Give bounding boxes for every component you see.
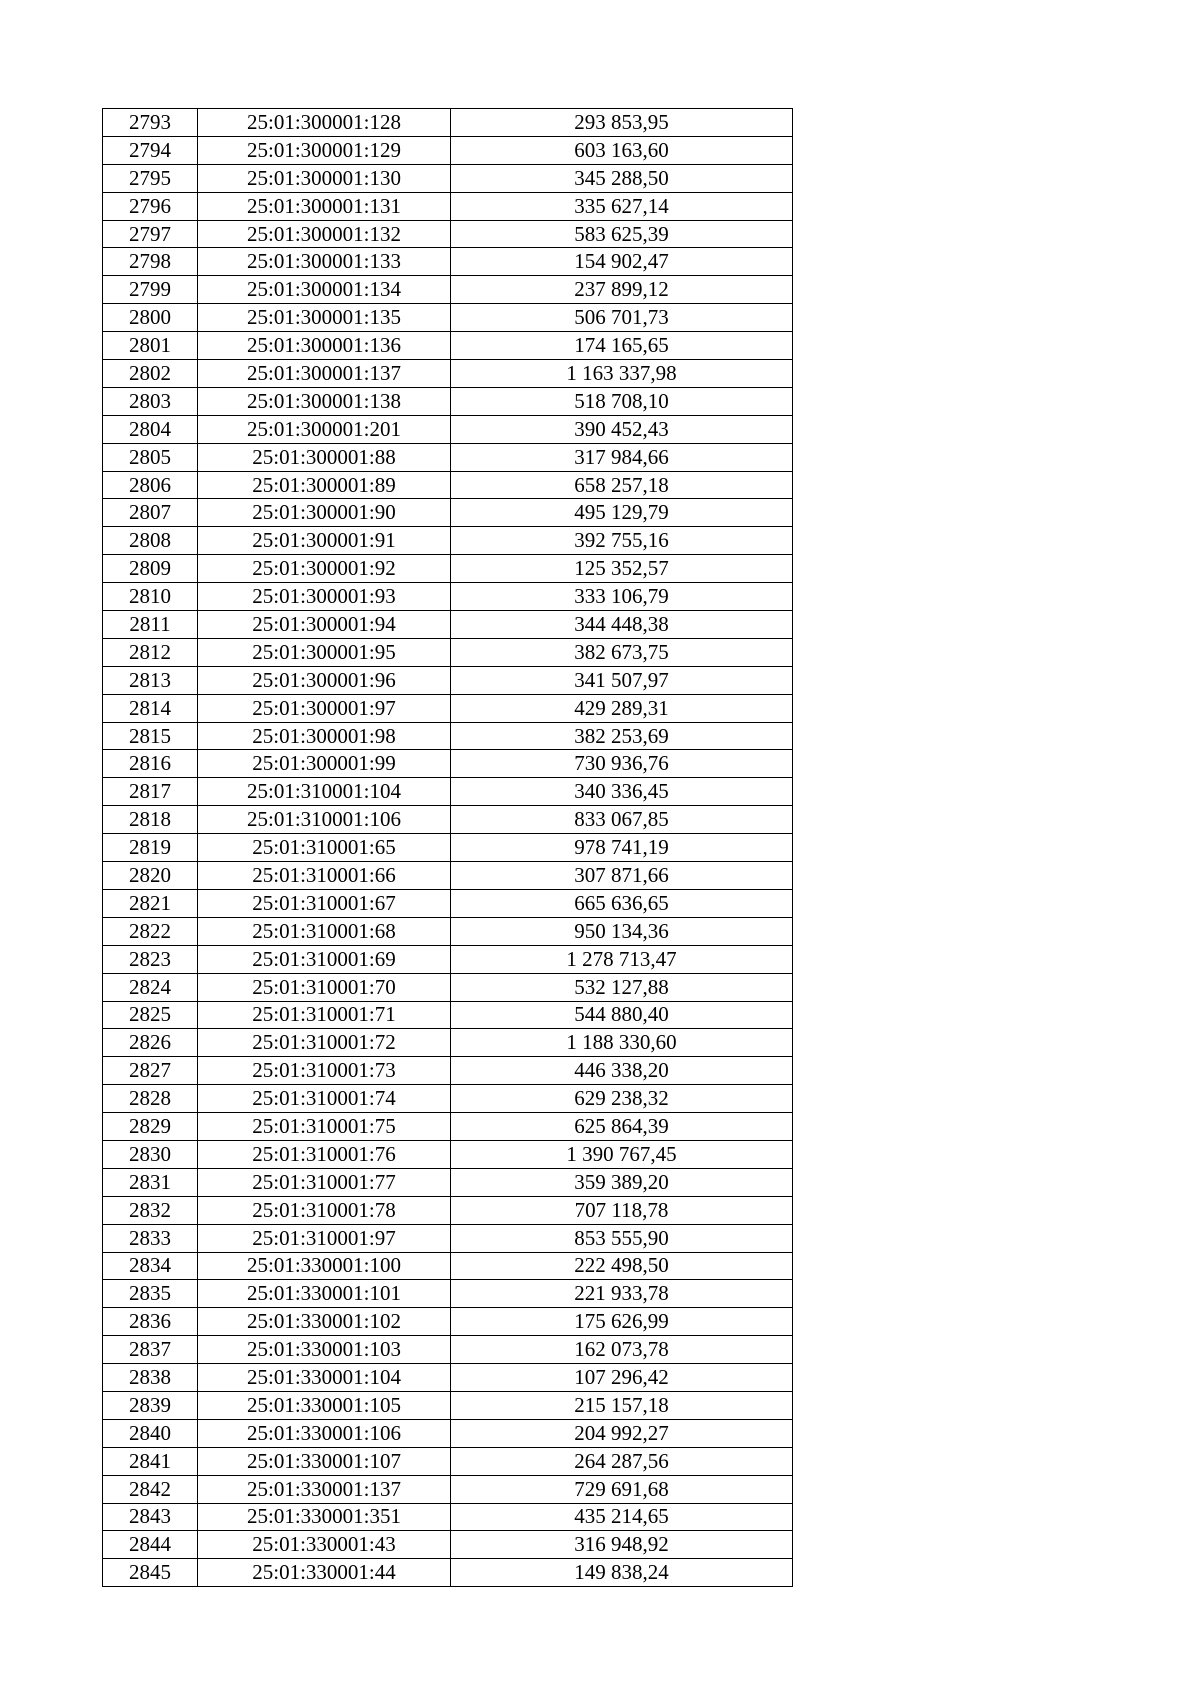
value-cell: 344 448,38 — [451, 611, 793, 639]
table-body — [103, 109, 793, 1587]
table-row — [103, 1168, 793, 1196]
cadastral-number-cell: 25:01:310001:76 — [198, 1140, 451, 1168]
row-number-cell: 2836 — [103, 1308, 198, 1336]
cadastral-number-cell: 25:01:300001:134 — [198, 276, 451, 304]
row-number-cell: 2819 — [103, 834, 198, 862]
value-cell: 335 627,14 — [451, 192, 793, 220]
value-cell: 435 214,65 — [451, 1503, 793, 1531]
table-row — [103, 1113, 793, 1141]
row-number-cell: 2808 — [103, 527, 198, 555]
table-row — [103, 164, 793, 192]
table-row — [103, 471, 793, 499]
table-row — [103, 1280, 793, 1308]
value-cell: 221 933,78 — [451, 1280, 793, 1308]
value-cell: 1 278 713,47 — [451, 945, 793, 973]
cadastral-number-cell: 25:01:310001:75 — [198, 1113, 451, 1141]
row-number-cell: 2800 — [103, 304, 198, 332]
value-cell: 175 626,99 — [451, 1308, 793, 1336]
row-number-cell: 2811 — [103, 611, 198, 639]
table-row — [103, 443, 793, 471]
table-row — [103, 387, 793, 415]
cadastral-number-cell: 25:01:310001:72 — [198, 1029, 451, 1057]
row-number-cell: 2822 — [103, 917, 198, 945]
cadastral-number-cell: 25:01:300001:136 — [198, 332, 451, 360]
table-row — [103, 1447, 793, 1475]
table-row — [103, 862, 793, 890]
value-cell: 950 134,36 — [451, 917, 793, 945]
table-row — [103, 1336, 793, 1364]
table-row — [103, 917, 793, 945]
cadastral-number-cell: 25:01:300001:88 — [198, 443, 451, 471]
table-row — [103, 220, 793, 248]
cadastral-number-cell: 25:01:300001:97 — [198, 694, 451, 722]
row-number-cell: 2801 — [103, 332, 198, 360]
table-row — [103, 109, 793, 137]
table-row — [103, 638, 793, 666]
value-cell: 853 555,90 — [451, 1224, 793, 1252]
table-row — [103, 945, 793, 973]
cadastral-number-cell: 25:01:300001:99 — [198, 750, 451, 778]
cadastral-number-cell: 25:01:330001:103 — [198, 1336, 451, 1364]
table-row — [103, 304, 793, 332]
value-cell: 307 871,66 — [451, 862, 793, 890]
value-cell: 707 118,78 — [451, 1196, 793, 1224]
row-number-cell: 2818 — [103, 806, 198, 834]
cadastral-number-cell: 25:01:330001:100 — [198, 1252, 451, 1280]
cadastral-number-cell: 25:01:310001:66 — [198, 862, 451, 890]
cadastral-number-cell: 25:01:310001:67 — [198, 889, 451, 917]
value-cell: 345 288,50 — [451, 164, 793, 192]
table-row — [103, 583, 793, 611]
cadastral-number-cell: 25:01:300001:91 — [198, 527, 451, 555]
row-number-cell: 2816 — [103, 750, 198, 778]
value-cell: 390 452,43 — [451, 415, 793, 443]
cadastral-number-cell: 25:01:300001:128 — [198, 109, 451, 137]
row-number-cell: 2844 — [103, 1531, 198, 1559]
value-cell: 729 691,68 — [451, 1475, 793, 1503]
value-cell: 532 127,88 — [451, 973, 793, 1001]
cadastral-number-cell: 25:01:300001:89 — [198, 471, 451, 499]
cadastral-number-cell: 25:01:300001:129 — [198, 136, 451, 164]
value-cell: 629 238,32 — [451, 1085, 793, 1113]
value-cell: 317 984,66 — [451, 443, 793, 471]
row-number-cell: 2842 — [103, 1475, 198, 1503]
table-row — [103, 750, 793, 778]
row-number-cell: 2820 — [103, 862, 198, 890]
table-row — [103, 1419, 793, 1447]
value-cell: 1 188 330,60 — [451, 1029, 793, 1057]
value-cell: 174 165,65 — [451, 332, 793, 360]
table-row — [103, 555, 793, 583]
value-cell: 495 129,79 — [451, 499, 793, 527]
table-row — [103, 973, 793, 1001]
row-number-cell: 2833 — [103, 1224, 198, 1252]
table-row — [103, 1391, 793, 1419]
row-number-cell: 2799 — [103, 276, 198, 304]
value-cell: 162 073,78 — [451, 1336, 793, 1364]
row-number-cell: 2814 — [103, 694, 198, 722]
table-row — [103, 332, 793, 360]
cadastral-number-cell: 25:01:300001:94 — [198, 611, 451, 639]
row-number-cell: 2810 — [103, 583, 198, 611]
cadastral-number-cell: 25:01:300001:137 — [198, 360, 451, 388]
value-cell: 340 336,45 — [451, 778, 793, 806]
value-cell: 316 948,92 — [451, 1531, 793, 1559]
table-row — [103, 1252, 793, 1280]
cadastral-number-cell: 25:01:300001:131 — [198, 192, 451, 220]
row-number-cell: 2817 — [103, 778, 198, 806]
value-cell: 1 163 337,98 — [451, 360, 793, 388]
cadastral-number-cell: 25:01:310001:73 — [198, 1057, 451, 1085]
table-row — [103, 1001, 793, 1029]
row-number-cell: 2813 — [103, 666, 198, 694]
value-cell: 125 352,57 — [451, 555, 793, 583]
row-number-cell: 2824 — [103, 973, 198, 1001]
table-row — [103, 1224, 793, 1252]
cadastral-number-cell: 25:01:310001:74 — [198, 1085, 451, 1113]
cadastral-number-cell: 25:01:330001:101 — [198, 1280, 451, 1308]
cadastral-number-cell: 25:01:330001:104 — [198, 1364, 451, 1392]
row-number-cell: 2832 — [103, 1196, 198, 1224]
table-row — [103, 1364, 793, 1392]
cadastral-number-cell: 25:01:300001:90 — [198, 499, 451, 527]
value-cell: 107 296,42 — [451, 1364, 793, 1392]
row-number-cell: 2821 — [103, 889, 198, 917]
value-cell: 625 864,39 — [451, 1113, 793, 1141]
row-number-cell: 2793 — [103, 109, 198, 137]
cadastral-number-cell: 25:01:330001:102 — [198, 1308, 451, 1336]
cadastral-number-cell: 25:01:300001:133 — [198, 248, 451, 276]
value-cell: 978 741,19 — [451, 834, 793, 862]
table-row — [103, 1085, 793, 1113]
row-number-cell: 2812 — [103, 638, 198, 666]
value-cell: 215 157,18 — [451, 1391, 793, 1419]
row-number-cell: 2809 — [103, 555, 198, 583]
row-number-cell: 2830 — [103, 1140, 198, 1168]
table-row — [103, 276, 793, 304]
row-number-cell: 2826 — [103, 1029, 198, 1057]
table-row — [103, 666, 793, 694]
row-number-cell: 2834 — [103, 1252, 198, 1280]
cadastral-number-cell: 25:01:330001:137 — [198, 1475, 451, 1503]
table-row — [103, 1057, 793, 1085]
value-cell: 730 936,76 — [451, 750, 793, 778]
row-number-cell: 2796 — [103, 192, 198, 220]
row-number-cell: 2845 — [103, 1559, 198, 1587]
value-cell: 833 067,85 — [451, 806, 793, 834]
table-row — [103, 1503, 793, 1531]
row-number-cell: 2797 — [103, 220, 198, 248]
row-number-cell: 2803 — [103, 387, 198, 415]
cadastral-number-cell: 25:01:310001:65 — [198, 834, 451, 862]
cadastral-number-cell: 25:01:300001:138 — [198, 387, 451, 415]
value-cell: 204 992,27 — [451, 1419, 793, 1447]
table-row — [103, 1475, 793, 1503]
cadastral-number-cell: 25:01:330001:43 — [198, 1531, 451, 1559]
row-number-cell: 2806 — [103, 471, 198, 499]
table-row — [103, 248, 793, 276]
row-number-cell: 2804 — [103, 415, 198, 443]
row-number-cell: 2831 — [103, 1168, 198, 1196]
cadastral-number-cell: 25:01:300001:95 — [198, 638, 451, 666]
value-cell: 264 287,56 — [451, 1447, 793, 1475]
table-row — [103, 778, 793, 806]
row-number-cell: 2798 — [103, 248, 198, 276]
value-cell: 429 289,31 — [451, 694, 793, 722]
table-row — [103, 415, 793, 443]
table-row — [103, 806, 793, 834]
cadastral-number-cell: 25:01:310001:97 — [198, 1224, 451, 1252]
row-number-cell: 2843 — [103, 1503, 198, 1531]
row-number-cell: 2829 — [103, 1113, 198, 1141]
cadastral-number-cell: 25:01:310001:77 — [198, 1168, 451, 1196]
value-cell: 382 253,69 — [451, 722, 793, 750]
table-row — [103, 694, 793, 722]
row-number-cell: 2835 — [103, 1280, 198, 1308]
table-row — [103, 1531, 793, 1559]
row-number-cell: 2838 — [103, 1364, 198, 1392]
value-cell: 518 708,10 — [451, 387, 793, 415]
value-cell: 154 902,47 — [451, 248, 793, 276]
value-cell: 665 636,65 — [451, 889, 793, 917]
cadastral-number-cell: 25:01:300001:92 — [198, 555, 451, 583]
cadastral-number-cell: 25:01:300001:132 — [198, 220, 451, 248]
value-cell: 293 853,95 — [451, 109, 793, 137]
value-cell: 544 880,40 — [451, 1001, 793, 1029]
row-number-cell: 2794 — [103, 136, 198, 164]
row-number-cell: 2841 — [103, 1447, 198, 1475]
cadastral-number-cell: 25:01:330001:44 — [198, 1559, 451, 1587]
cadastral-number-cell: 25:01:300001:93 — [198, 583, 451, 611]
value-cell: 222 498,50 — [451, 1252, 793, 1280]
table-row — [103, 1196, 793, 1224]
table-row — [103, 527, 793, 555]
value-cell: 446 338,20 — [451, 1057, 793, 1085]
table-row — [103, 722, 793, 750]
cadastral-number-cell: 25:01:310001:69 — [198, 945, 451, 973]
value-cell: 341 507,97 — [451, 666, 793, 694]
table-row — [103, 1559, 793, 1587]
row-number-cell: 2839 — [103, 1391, 198, 1419]
value-cell: 359 389,20 — [451, 1168, 793, 1196]
table-row — [103, 1308, 793, 1336]
table-row — [103, 499, 793, 527]
table-row — [103, 360, 793, 388]
row-number-cell: 2795 — [103, 164, 198, 192]
cadastral-number-cell: 25:01:300001:98 — [198, 722, 451, 750]
table-row — [103, 192, 793, 220]
row-number-cell: 2840 — [103, 1419, 198, 1447]
row-number-cell: 2802 — [103, 360, 198, 388]
value-cell: 237 899,12 — [451, 276, 793, 304]
table-row — [103, 889, 793, 917]
table-row — [103, 1029, 793, 1057]
row-number-cell: 2825 — [103, 1001, 198, 1029]
cadastral-number-cell: 25:01:300001:130 — [198, 164, 451, 192]
row-number-cell: 2815 — [103, 722, 198, 750]
cadastral-number-cell: 25:01:310001:68 — [198, 917, 451, 945]
cadastral-number-cell: 25:01:330001:106 — [198, 1419, 451, 1447]
row-number-cell: 2827 — [103, 1057, 198, 1085]
cadastral-number-cell: 25:01:300001:135 — [198, 304, 451, 332]
value-cell: 506 701,73 — [451, 304, 793, 332]
cadastral-value-table — [102, 108, 793, 1587]
cadastral-number-cell: 25:01:310001:71 — [198, 1001, 451, 1029]
value-cell: 1 390 767,45 — [451, 1140, 793, 1168]
table-row — [103, 611, 793, 639]
cadastral-number-cell: 25:01:330001:105 — [198, 1391, 451, 1419]
row-number-cell: 2837 — [103, 1336, 198, 1364]
value-cell: 382 673,75 — [451, 638, 793, 666]
table-row — [103, 1140, 793, 1168]
row-number-cell: 2823 — [103, 945, 198, 973]
row-number-cell: 2805 — [103, 443, 198, 471]
value-cell: 149 838,24 — [451, 1559, 793, 1587]
cadastral-number-cell: 25:01:300001:201 — [198, 415, 451, 443]
row-number-cell: 2828 — [103, 1085, 198, 1113]
row-number-cell: 2807 — [103, 499, 198, 527]
table-row — [103, 834, 793, 862]
cadastral-number-cell: 25:01:310001:104 — [198, 778, 451, 806]
cadastral-number-cell: 25:01:330001:107 — [198, 1447, 451, 1475]
cadastral-number-cell: 25:01:310001:106 — [198, 806, 451, 834]
table-row — [103, 136, 793, 164]
cadastral-number-cell: 25:01:300001:96 — [198, 666, 451, 694]
value-cell: 333 106,79 — [451, 583, 793, 611]
value-cell: 658 257,18 — [451, 471, 793, 499]
cadastral-number-cell: 25:01:310001:78 — [198, 1196, 451, 1224]
cadastral-number-cell: 25:01:310001:70 — [198, 973, 451, 1001]
value-cell: 603 163,60 — [451, 136, 793, 164]
cadastral-number-cell: 25:01:330001:351 — [198, 1503, 451, 1531]
value-cell: 583 625,39 — [451, 220, 793, 248]
value-cell: 392 755,16 — [451, 527, 793, 555]
